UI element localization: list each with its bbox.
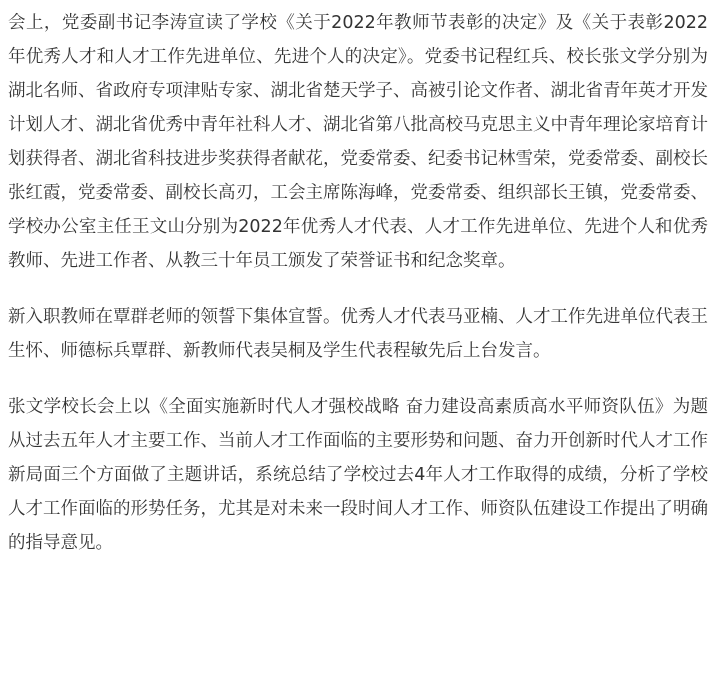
- paragraph-1: 会上，党委副书记李涛宣读了学校《关于2022年教师节表彰的决定》及《关于表彰2022年优秀人才和人才工作先进单位、先进个人的决定》。党委书记程红兵、校长张文学分别为湖北名师、省政府专项津贴专家、湖北省楚天学子、高被引论文作者、湖北省青年英才开发计划人才、湖北省优秀中青年社科人才、湖北省第八批高校马克思主义中青年理论家培育计划获得者、湖北省科技进步奖获得者献花，党委常委、纪委书记林雪荣，党委常委、副校长张红霞，党委常委、副校长高刃，工会主席陈海峰，党委常委、组织部长王镇，党委常委、学校办公室主任王文山分别为2022年优秀人才代表、人才工作先进单位、先进个人和优秀教师、先进工作者、从教三十年员工颁发了荣誉证书和纪念奖章。: [8, 13, 708, 271]
- paragraph-3: 张文学校长会上以《全面实施新时代人才强校战略 奋力建设高素质高水平师资队伍》为题从过去五年人才主要工作、当前人才工作面临的主要形势和问题、奋力开创新时代人才工作新局面三个方面做了主题讲话，系统总结了学校过去4年人才工作取得的成绩，分析了学校人才工作面临的形势任务，尤其是对未来一段时间人才工作、师资队伍建设工作提出了明确的指导意见。: [8, 397, 708, 553]
- paragraph-2: 新入职教师在覃群老师的领誓下集体宣誓。优秀人才代表马亚楠、人才工作先进单位代表王生怀、师德标兵覃群、新教师代表吴桐及学生代表程敏先后上台发言。: [8, 307, 708, 361]
